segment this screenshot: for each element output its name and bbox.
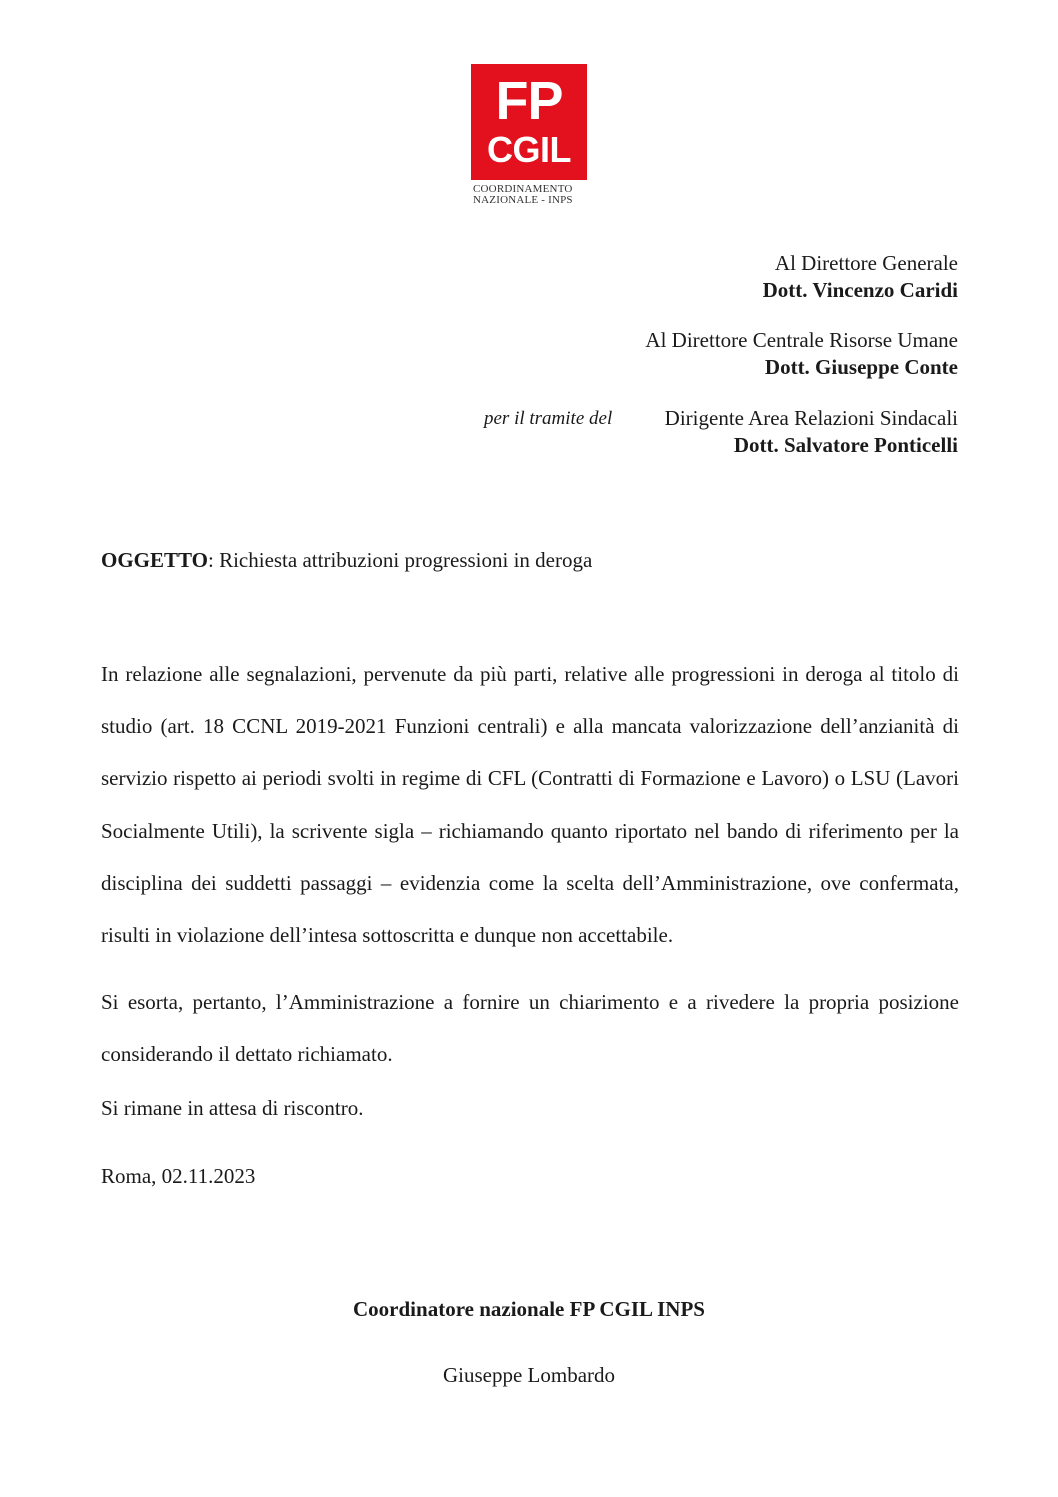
subject-text: : Richiesta attribuzioni progressioni in deroga [207, 548, 593, 572]
recipient-name: Dott. Salvatore Ponticelli [733, 433, 958, 457]
recipient-role: Al Direttore Generale [774, 251, 958, 275]
recipient-block-2 [645, 327, 958, 381]
recipient-role: Al Direttore Centrale Risorse Umane [645, 328, 958, 352]
recipient-block-1 [763, 250, 958, 304]
signature-name: Giuseppe Lombardo [442, 1363, 616, 1387]
logo-caption-line1: COORDINAMENTO [473, 183, 573, 195]
subject-label: OGGETTO [101, 548, 208, 572]
signature-title: Coordinatore nazionale FP CGIL INPS [353, 1297, 705, 1321]
logo-fp-text: FP [495, 71, 563, 131]
body-paragraph-3: Si rimane in attesa di riscontro. [101, 1096, 364, 1120]
recipient-name: Dott. Vincenzo Caridi [762, 278, 958, 302]
recipient-role: Dirigente Area Relazioni Sindacali [664, 406, 958, 430]
logo-caption [471, 184, 587, 206]
place-date: Roma, 02.11.2023 [101, 1164, 256, 1188]
recipient-block-3 [665, 405, 958, 459]
body-paragraph-1: In relazione alle segnalazioni, pervenute da più parti, relative alle progressioni in deroga al titolo di studio (art. 18 CCNL 2019-2021 Funzioni centrali) e alla mancata valorizzazione dell’anzianità di servizio rispetto ai periodi svolti in regime di CFL (Contratti di Formazione e Lavoro) o LSU (Lavori Socialmente Utili), la scrivente sigla – richiamando quanto riportato nel bando di riferimento per la disciplina dei suddetti passaggi – evidenzia come la scelta dell’Amministrazione, ove confermata, risulti in violazione dell’intesa sottoscritta e dunque non accettabile. [101, 662, 959, 948]
logo-caption-line2: NAZIONALE - INPS [473, 194, 573, 206]
via-label: per il tramite del [484, 408, 613, 429]
logo-red-square [471, 64, 587, 180]
body-paragraph-2: Si esorta, pertanto, l’Amministrazione a fornire un chiarimento e a rivedere la propria posizione considerando il dettato richiamato. [101, 990, 959, 1066]
subject-line [101, 546, 592, 574]
logo-cgil-text: CGIL [487, 129, 571, 170]
fp-cgil-logo [471, 64, 587, 206]
recipient-name: Dott. Giuseppe Conte [764, 355, 958, 379]
